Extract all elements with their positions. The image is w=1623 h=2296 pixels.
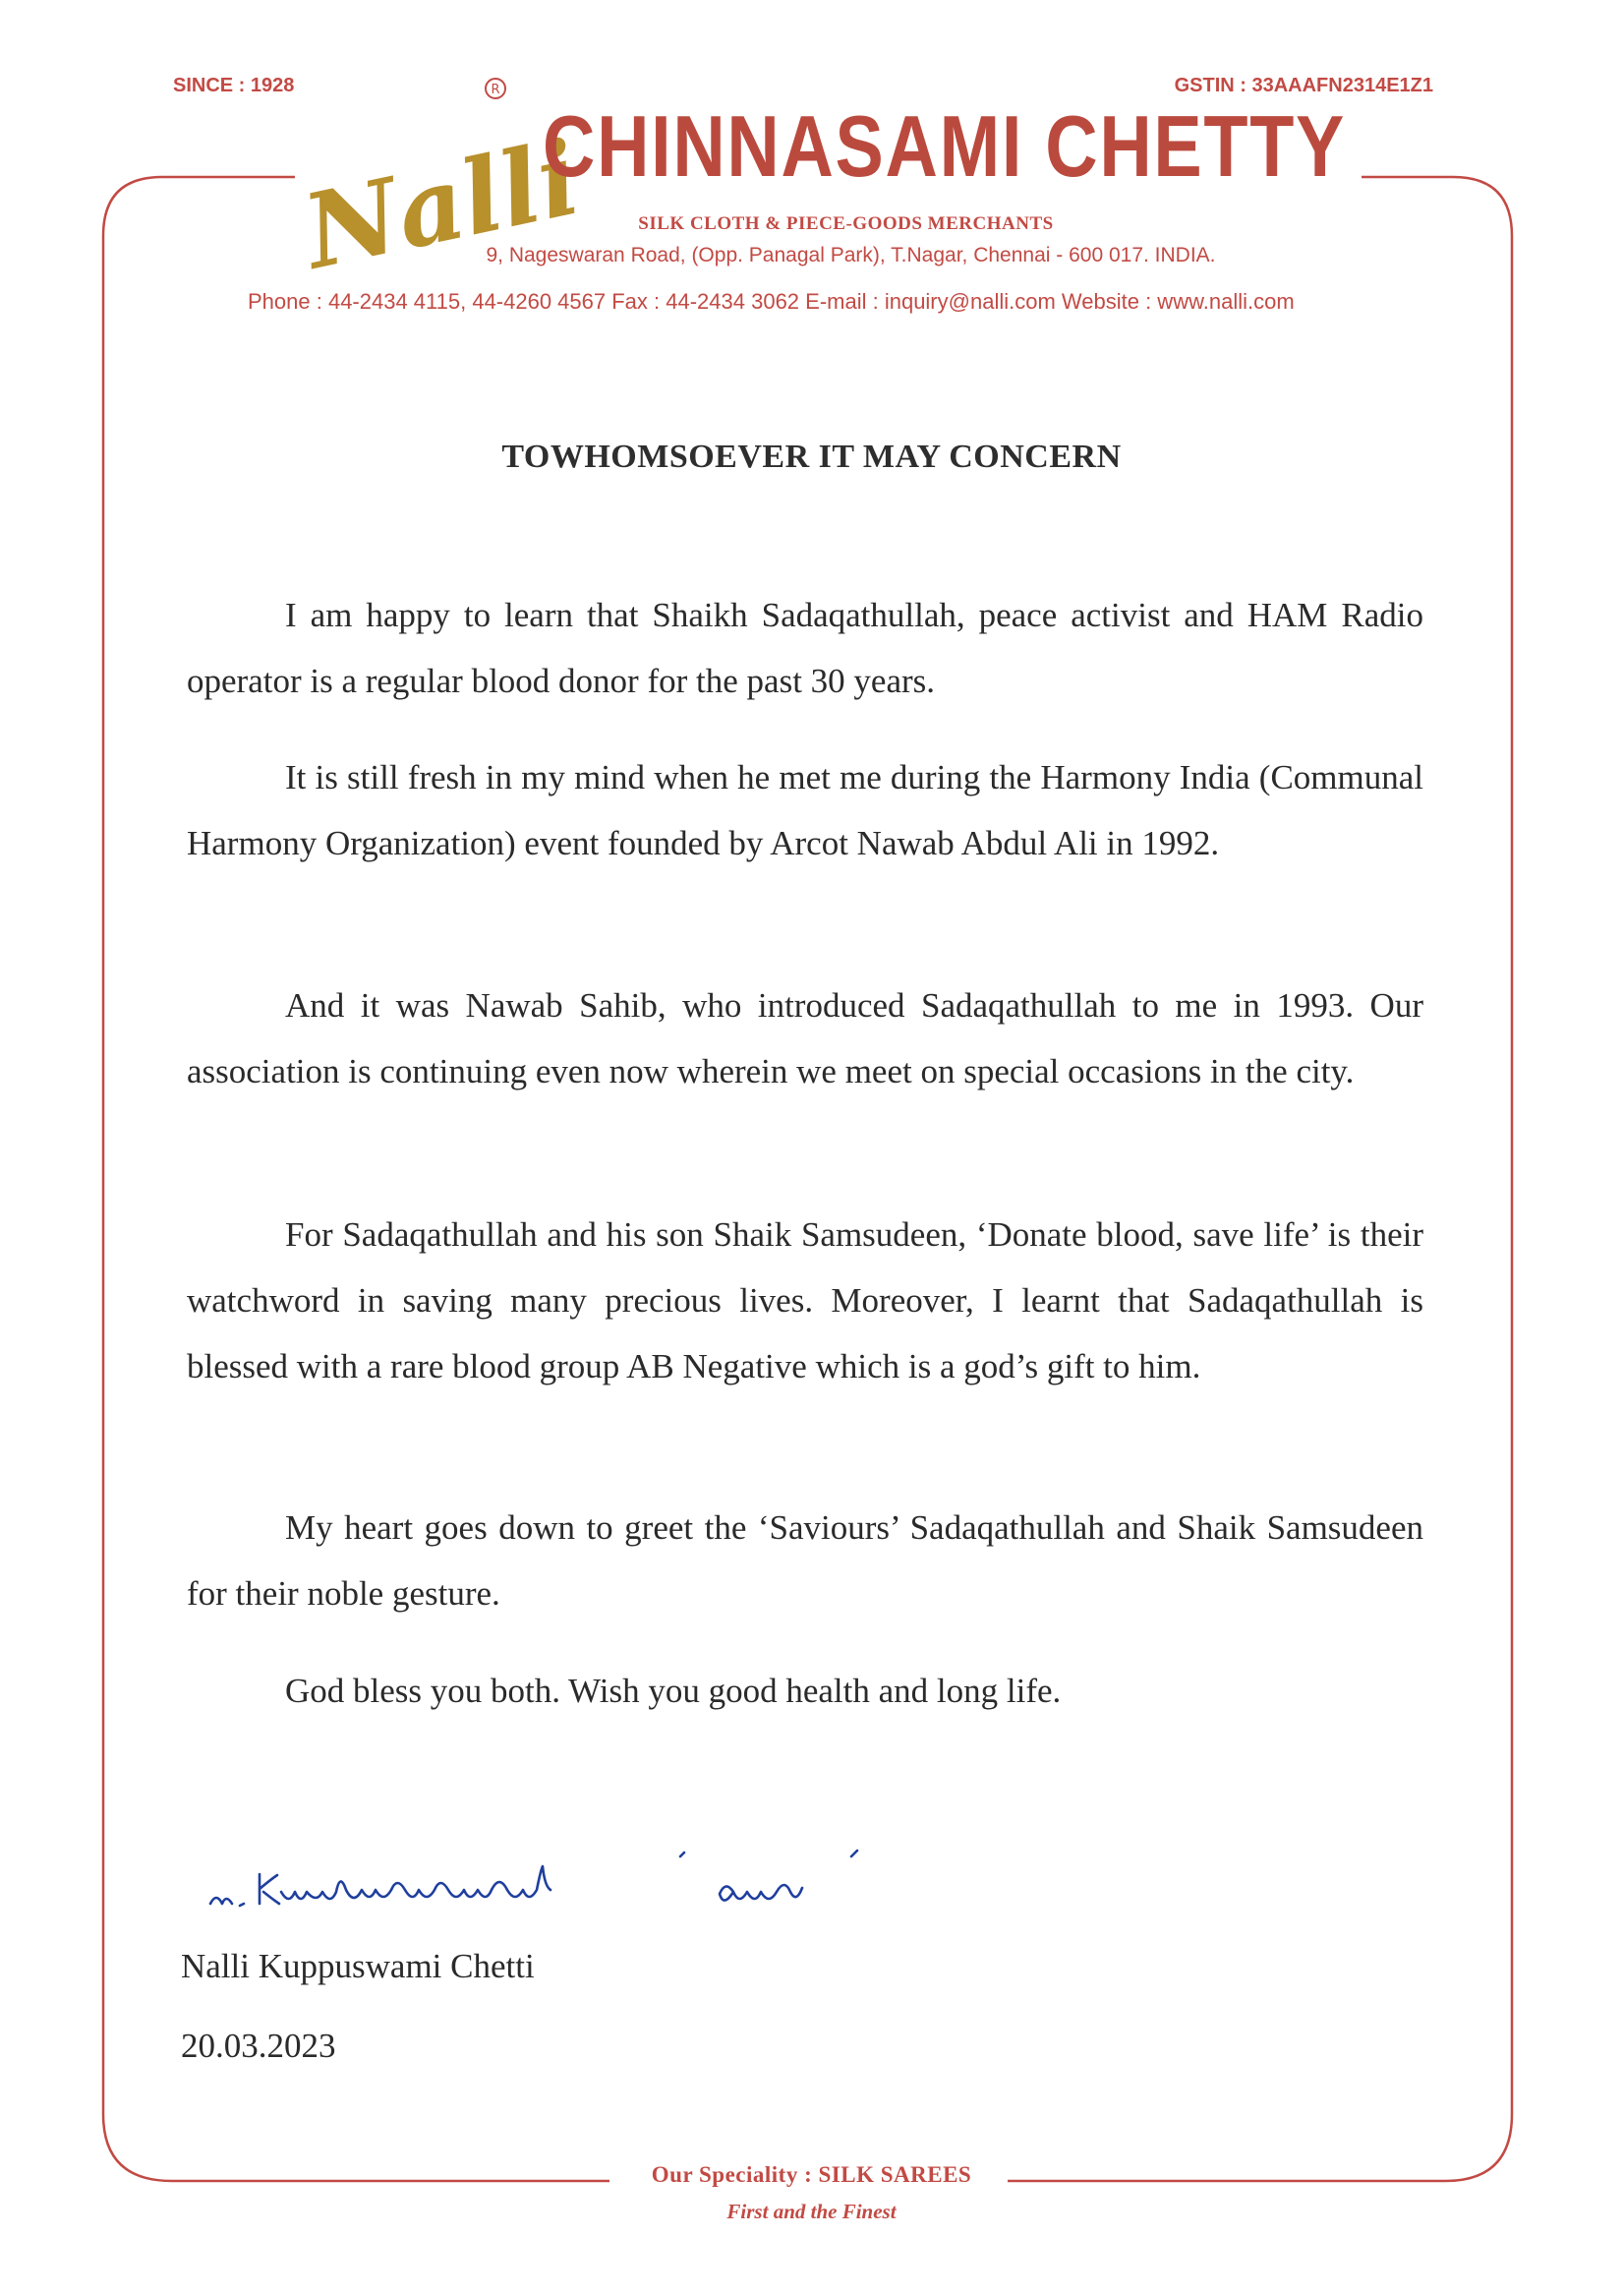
letter-paragraph: For Sadaqathullah and his son Shaik Samsudeen, ‘Donate blood, save life’ is their watchword in saving many precious lives. Moreover, I learnt that Sadaqathullah is blessed with a rare blood group AB Negative which is a god’s gift to him. bbox=[187, 1215, 1423, 1385]
company-name: CHINNASAMI CHETTY bbox=[543, 97, 1347, 195]
letter-paragraph: I am happy to learn that Shaikh Sadaqathullah, peace activist and HAM Radio operator is a regular blood donor for the past 30 years. bbox=[187, 596, 1423, 700]
signer-name: Nalli Kuppuswami Chetti bbox=[181, 1947, 535, 1985]
letter-title: TOWHOMSOEVER IT MAY CONCERN bbox=[501, 439, 1122, 475]
letter-paragraph: God bless you both. Wish you good health and long life. bbox=[285, 1672, 1062, 1710]
footer-speciality: Our Speciality : SILK SAREES bbox=[651, 2162, 972, 2187]
handwritten-signature bbox=[203, 1835, 910, 1923]
company-contact: Phone : 44-2434 4115, 44-4260 4567 Fax : 44-2434 3062 E-mail : inquiry@nalli.com Website : www.nalli.com bbox=[248, 289, 1295, 314]
gstin-number: GSTIN : 33AAAFN2314E1Z1 bbox=[1174, 75, 1433, 96]
letter-paragraph: It is still fresh in my mind when he met me during the Harmony India (Communal Harmony Organization) event founded by Arcot Nawab Abdul Ali in 1992. bbox=[187, 758, 1423, 862]
letter-paragraph: And it was Nawab Sahib, who introduced Sadaqathullah to me in 1993. Our association is continuing even now wherein we meet on special occasions in the city. bbox=[187, 986, 1423, 1090]
svg-text:Nalli: Nalli bbox=[294, 116, 590, 293]
letter-date: 20.03.2023 bbox=[181, 2027, 336, 2065]
company-address: 9, Nageswaran Road, (Opp. Panagal Park), T.Nagar, Chennai - 600 017. INDIA. bbox=[486, 244, 1216, 266]
letter-paragraph: My heart goes down to greet the ‘Saviours’ Sadaqathullah and Shaik Samsudeen for their noble gesture. bbox=[187, 1508, 1423, 1613]
footer-motto: First and the Finest bbox=[726, 2200, 897, 2223]
since-year: SINCE : 1928 bbox=[173, 75, 295, 96]
svg-text:R: R bbox=[491, 83, 500, 97]
company-tagline: SILK CLOTH & PIECE-GOODS MERCHANTS bbox=[638, 213, 1054, 234]
